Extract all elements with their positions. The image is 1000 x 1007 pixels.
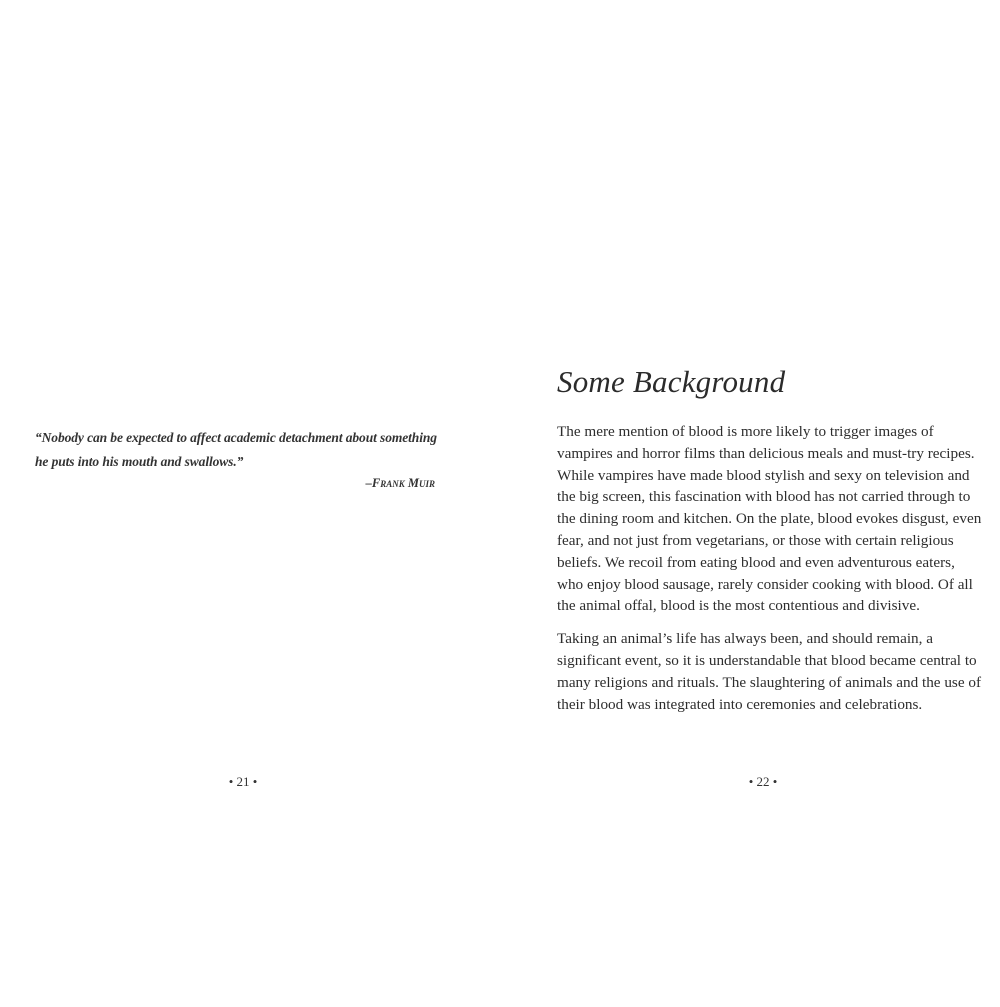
epigraph-quote: “Nobody can be expected to affect academic detachment about something he puts into his mouth and swallows.” xyxy=(35,430,437,469)
body-text xyxy=(557,421,982,726)
epigraph xyxy=(35,426,445,491)
paragraph: Taking an animal’s life has always been, and should remain, a significant event, so it is understandable that blood became central to many religions and rituals. The slaughtering of animals and the use of their blood was integrated into ceremonies and celebrations. xyxy=(557,630,982,713)
epigraph-attribution: –Frank Muir xyxy=(365,476,435,490)
page-number-left: • 21 • xyxy=(228,774,258,789)
page-number-right: • 22 • xyxy=(748,774,778,789)
paragraph: The mere mention of blood is more likely to trigger images of vampires and horror films than delicious meals and must-try recipes. While vampires have made blood stylish and sexy on television and the big screen, this fascination with blood has not carried through to the dining room and kitchen. On the plate, blood evokes disgust, even fear, and not just from vegetarians, or those with certain religious beliefs. We recoil from eating blood and even adventurous eaters, who enjoy blood sausage, rarely consider cooking with blood. Of all the animal offal, blood is the most contentious and divisive. xyxy=(557,423,982,615)
section-title: Some Background xyxy=(557,364,786,399)
right-page xyxy=(500,0,1000,1007)
